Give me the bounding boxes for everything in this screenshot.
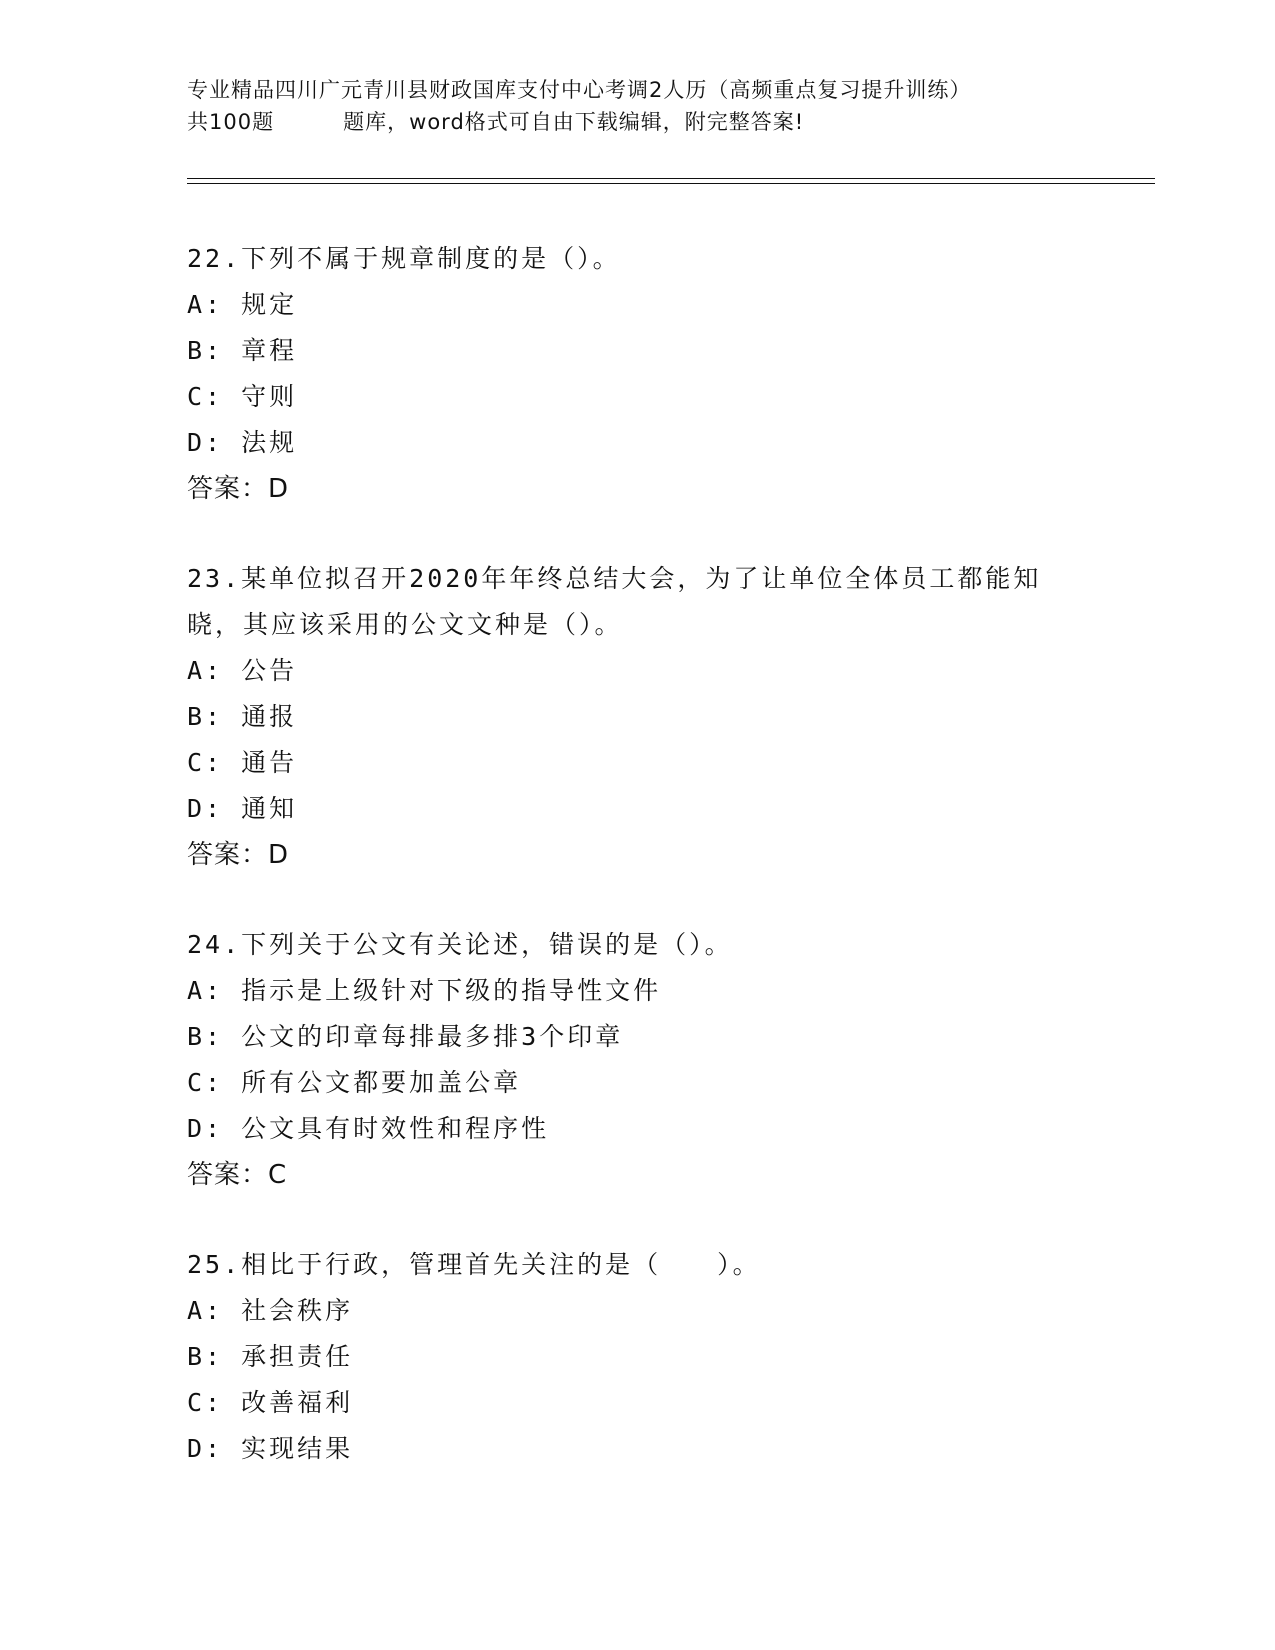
question-block-23 [187,556,1087,878]
option-d: D: 实现结果 [187,1434,354,1463]
question-stem: 25.相比于行政，管理首先关注的是（ ）。 [187,1250,761,1279]
question-block-25 [187,1242,1087,1472]
option-c: C: 所有公文都要加盖公章 [187,1068,522,1097]
option-a: A: 社会秩序 [187,1296,354,1325]
option-a: A: 公告 [187,656,298,685]
option-c: C: 通告 [187,748,298,777]
option-b: B: 公文的印章每排最多排3个印章 [187,1022,624,1051]
header-title-line: 专业精品四川广元青川县财政国库支付中心考调2人历（高频重点复习提升训练） [187,78,972,102]
question-stem: 24.下列关于公文有关论述，错误的是（）。 [187,930,733,959]
option-d: D: 法规 [187,428,298,457]
document-header [187,74,1107,138]
answer-line: 答案：D [187,474,290,504]
option-c: C: 守则 [187,382,298,411]
option-d: D: 通知 [187,794,298,823]
header-subtitle-line: 共100题 题库，word格式可自由下载编辑，附完整答案! [187,110,805,134]
option-a: A: 指示是上级针对下级的指导性文件 [187,976,662,1005]
question-block-24 [187,922,1087,1198]
question-stem: 22.下列不属于规章制度的是（）。 [187,244,621,273]
option-b: B: 章程 [187,336,298,365]
answer-line: 答案：D [187,840,290,870]
option-c: C: 改善福利 [187,1388,354,1417]
option-a: A: 规定 [187,290,298,319]
header-divider-top [187,178,1155,179]
option-d: D: 公文具有时效性和程序性 [187,1114,550,1143]
option-b: B: 通报 [187,702,298,731]
question-block-22 [187,236,1087,512]
question-stem: 23.某单位拟召开2020年年终总结大会，为了让单位全体员工都能知晓，其应该采用的公文文种是（）。 [187,564,1042,639]
option-b: B: 承担责任 [187,1342,354,1371]
answer-line: 答案：C [187,1160,288,1190]
header-divider-bottom [187,183,1155,184]
